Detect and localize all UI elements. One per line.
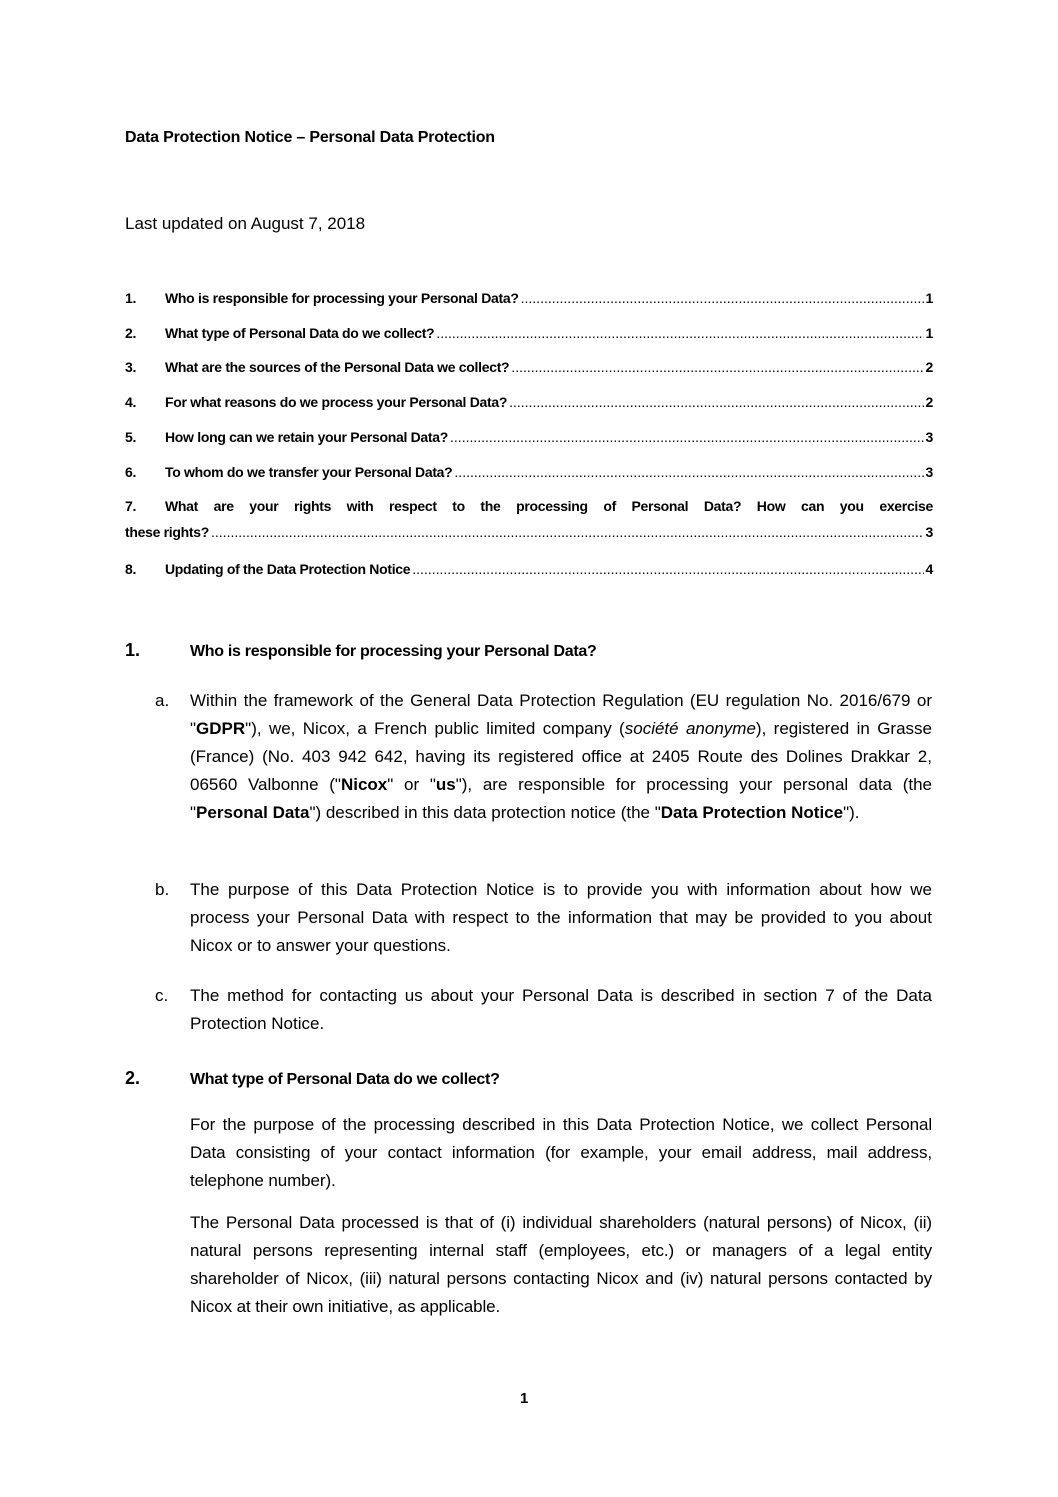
toc-leader [412, 561, 923, 577]
toc-text: What are your rights with respect to the processing of Personal Data? How can you exercise [165, 498, 933, 514]
text-run: "), we, Nicox, a French public limited company ( [245, 719, 625, 738]
text-run: "), are responsible for processing your personal data (the " [190, 775, 933, 822]
toc-text: Who is responsible for processing your Personal Data? [165, 290, 519, 306]
toc-leader [211, 524, 923, 540]
toc-leader [521, 290, 924, 306]
bold-term: us [435, 775, 456, 794]
section-2-paragraph-1: For the purpose of the processing described in this Data Protection Notice, we collect Personal Data consisting of your contact information (for example, your email address, mail address, telephone number). [190, 1115, 932, 1190]
toc-leader [454, 464, 923, 480]
toc-page: 3 [925, 429, 933, 445]
bold-term: Personal Data [196, 803, 310, 822]
section-1-item-a [155, 687, 932, 827]
toc-number: 4. [125, 394, 137, 410]
section-1-heading [125, 640, 596, 661]
toc-page: 3 [925, 464, 933, 480]
toc-leader [509, 394, 923, 410]
toc-entry-8[interactable] [125, 561, 933, 583]
last-updated: Last updated on August 7, 2018 [125, 214, 366, 233]
toc-text-continued: these rights? [125, 524, 210, 540]
section-2-heading [125, 1068, 500, 1089]
bold-term: Nicox [340, 775, 388, 794]
toc-text: To whom do we transfer your Personal Data? [165, 464, 453, 480]
section-2-paragraph-2: The Personal Data processed is that of (i) individual shareholders (natural persons) of Nicox, (ii) natural persons representing internal staff (employees, etc.) or managers of a legal entity shareholder of Nicox, (iii) natural persons contacting Nicox and (iv) natural persons contacted by Nicox at their own initiative, as applicable. [190, 1213, 932, 1316]
toc-number: 6. [125, 464, 137, 480]
toc-text: How long can we retain your Personal Data? [165, 429, 449, 445]
toc-entry-7[interactable] [125, 498, 933, 546]
toc-number: 5. [125, 429, 137, 445]
bold-term: Data Protection Notice [660, 803, 844, 822]
item-body: The purpose of this Data Protection Notice is to provide you with information about how we process your Personal Data with respect to the information that may be provided to you about Nicox or to answer your questions. [190, 880, 932, 955]
section-number: 2. [125, 1068, 141, 1088]
toc-text: Updating of the Data Protection Notice [165, 561, 411, 577]
toc-leader [436, 325, 923, 341]
bold-term: GDPR [196, 719, 246, 738]
toc-number: 1. [125, 290, 137, 306]
toc-text: For what reasons do we process your Personal Data? [165, 394, 508, 410]
toc-entry-4[interactable] [125, 394, 933, 416]
italic-term: société anonyme [624, 719, 756, 738]
text-run: ), registered in Grasse (France) (No. 403 942 642, having its registered office at 2405 Route des Dolines Drakkar 2, 06560 Valbonne (" [190, 719, 932, 794]
toc-entry-2[interactable] [125, 325, 933, 347]
toc-page: 3 [925, 524, 933, 540]
item-label: c. [155, 986, 169, 1005]
page-number: 1 [520, 1390, 529, 1407]
toc-number: 2. [125, 325, 137, 341]
text-run: "). [843, 803, 860, 822]
toc-entry-3[interactable] [125, 359, 933, 381]
toc-page: 2 [925, 394, 933, 410]
toc-text: What are the sources of the Personal Data we collect? [165, 359, 510, 375]
section-title: What type of Personal Data do we collect? [190, 1071, 500, 1088]
text-run: Within the framework of the General Data Protection Regulation (EU regulation No. 2016/679 or " [190, 691, 932, 738]
toc-number: 7. [125, 498, 137, 514]
section-1-item-c [155, 982, 932, 1038]
section-title: Who is responsible for processing your Personal Data? [190, 643, 597, 660]
toc-number: 8. [125, 561, 137, 577]
toc-page: 1 [925, 290, 933, 306]
toc-text: What type of Personal Data do we collect? [165, 325, 435, 341]
text-run: ") described in this data protection notice (the " [309, 803, 661, 822]
toc-entry-1[interactable] [125, 290, 933, 312]
text-run: " or " [387, 775, 436, 794]
toc-entry-5[interactable] [125, 429, 933, 451]
toc-page: 4 [925, 561, 933, 577]
section-1-item-b [155, 876, 932, 960]
toc-leader [511, 359, 923, 375]
item-label: b. [155, 880, 170, 899]
item-label: a. [155, 691, 170, 710]
toc-number: 3. [125, 359, 137, 375]
toc-leader [450, 429, 923, 445]
document-title: Data Protection Notice – Personal Data Protection [125, 129, 495, 146]
toc-page: 2 [925, 359, 933, 375]
item-body: The method for contacting us about your Personal Data is described in section 7 of the Data Protection Notice. [190, 986, 932, 1033]
toc-entry-6[interactable] [125, 464, 933, 486]
item-body-rich [190, 687, 932, 827]
toc-page: 1 [925, 325, 933, 341]
section-number: 1. [125, 640, 141, 660]
